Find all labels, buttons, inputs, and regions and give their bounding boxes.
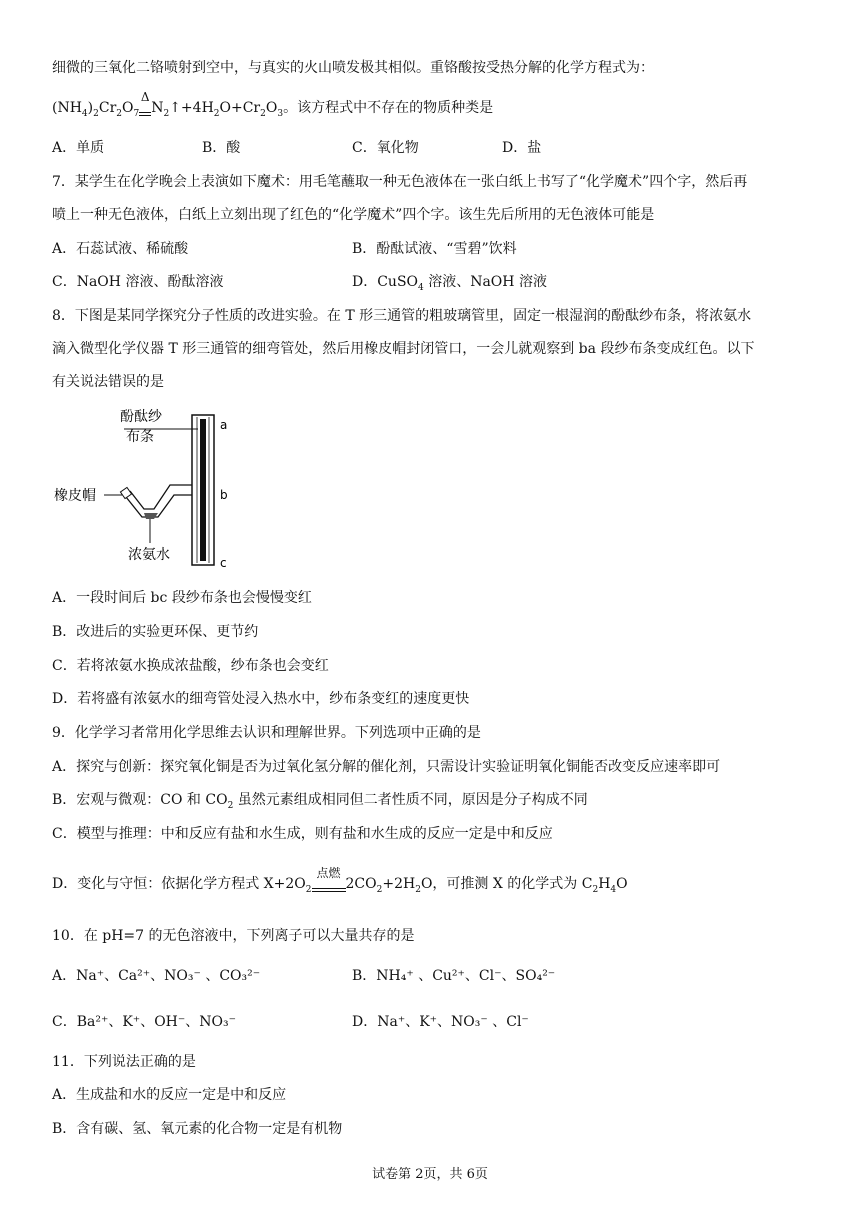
q9-option-c: C．模型与推理：中和反应有盐和水生成，则有盐和水生成的反应一定是中和反应 (52, 826, 553, 842)
q10-option-b: B．NH₄⁺ 、Cu²⁺、Cl⁻、SO₄²⁻ (352, 968, 556, 984)
q7-line2: 喷上一种无色液体，白纸上立刻出现了红色的“化学魔术”四个字。该生先后所用的无色液体可能是 (52, 207, 655, 223)
q8-line3: 有关说法错误的是 (52, 374, 164, 390)
q7-line1: 7．某学生在化学晚会上表演如下魔术：用毛笔蘸取一种无色液体在一张白纸上书写了“化学魔术”四个字，然后再 (52, 174, 748, 190)
t-tube-diagram (52, 405, 242, 577)
q10-option-d: D．Na⁺、K⁺、NO₃⁻ 、Cl⁻ (352, 1014, 529, 1030)
q10-option-a: A．Na⁺、Ca²⁺、NO₃⁻ 、CO₃²⁻ (52, 968, 261, 984)
q6-equation: $(NH_4)_2Cr_2O_7$ Δ $N_2↑+4H_2O+Cr_2O_3$。该方程式中不存在的物质种类是 (52, 90, 494, 119)
q11-option-b: B．含有碳、氢、氧元素的化合物一定是有机物 (52, 1121, 343, 1137)
q7-option-b: B．酚酞试液、“雪碧”饮料 (352, 241, 517, 257)
q9-option-d: D．变化与守恒：依据化学方程式 $X+2O_2$ 点燃 $2CO_2+2H_2O$，可推测 X 的化学式为 $C_2H_4O$ (52, 866, 628, 895)
q8-option-b: B．改进后的实验更环保、更节约 (52, 624, 259, 640)
page-footer: 试卷第 2页，共 6页 (372, 1167, 488, 1182)
q9-option-a: A．探究与创新：探究氧化铜是否为过氧化氢分解的催化剂，只需设计实验证明氧化铜能否改变反应速率即可 (52, 759, 721, 775)
q10-option-c: C．Ba²⁺、K⁺、OH⁻、NO₃⁻ (52, 1014, 237, 1030)
q8-line2: 滴入微型化学仪器 T 形三通管的细弯管处，然后用橡皮帽封闭管口，一会儿就观察到 ba 段纱布条变成红色。以下 (52, 341, 755, 357)
bent-tube (130, 485, 192, 509)
label-phenolphthalein-cloth: 酚酞纱 (120, 409, 162, 425)
q8-option-a: A．一段时间后 bc 段纱布条也会慢慢变红 (52, 590, 312, 606)
q7-option-d: D．CuSO$_4$ 溶液、NaOH 溶液 (352, 274, 547, 293)
label-c: c (220, 556, 227, 570)
q8-line1: 8．下图是某同学探究分子性质的改进实验。在 T 形三通管的粗玻璃管里，固定一根湿润的酚酞纱布条，将浓氨水 (52, 308, 752, 324)
q11-line1: 11．下列说法正确的是 (52, 1054, 196, 1070)
label-a: a (220, 418, 228, 432)
phenolphthalein-strip (200, 419, 206, 561)
q6-line1: 细微的三氧化二铬喷射到空中，与真实的火山喷发极其相似。重铬酸按受热分解的化学方程式为： (52, 60, 654, 76)
heat-symbol: Δ (140, 90, 150, 104)
label-cloth-strip: 布条 (126, 429, 154, 445)
q6-option-a: A．单质 (52, 140, 105, 156)
q8-option-c: C．若将浓氨水换成浓盐酸，纱布条也会变红 (52, 658, 329, 674)
q10-line1: 10．在 pH=7 的无色溶液中，下列离子可以大量共存的是 (52, 928, 415, 944)
q6-option-d: D．盐 (502, 140, 542, 156)
label-b: b (220, 488, 228, 502)
rubber-cap (120, 487, 131, 498)
label-rubber-cap: 橡皮帽 (54, 488, 96, 504)
ignite-condition: 点燃 (316, 866, 341, 880)
label-conc-ammonia: 浓氨水 (128, 547, 170, 563)
q7-option-a: A．石蕊试液、稀硫酸 (52, 241, 189, 257)
q6-option-c: C．氧化物 (352, 140, 419, 156)
q8-option-d: D．若将盛有浓氨水的细弯管处浸入热水中，纱布条变红的速度更快 (52, 691, 470, 707)
q9-line1: 9．化学学习者常用化学思维去认识和理解世界。下列选项中正确的是 (52, 725, 481, 741)
ammonia-liquid (144, 513, 158, 519)
q11-option-a: A．生成盐和水的反应一定是中和反应 (52, 1087, 287, 1103)
q7-option-c: C．NaOH 溶液、酚酞溶液 (52, 274, 224, 290)
q9-option-b: B．宏观与微观：CO 和 $CO_2$ 虽然元素组成相同但二者性质不同，原因是分子构成不同 (52, 792, 588, 811)
q6-option-b: B．酸 (202, 140, 241, 156)
